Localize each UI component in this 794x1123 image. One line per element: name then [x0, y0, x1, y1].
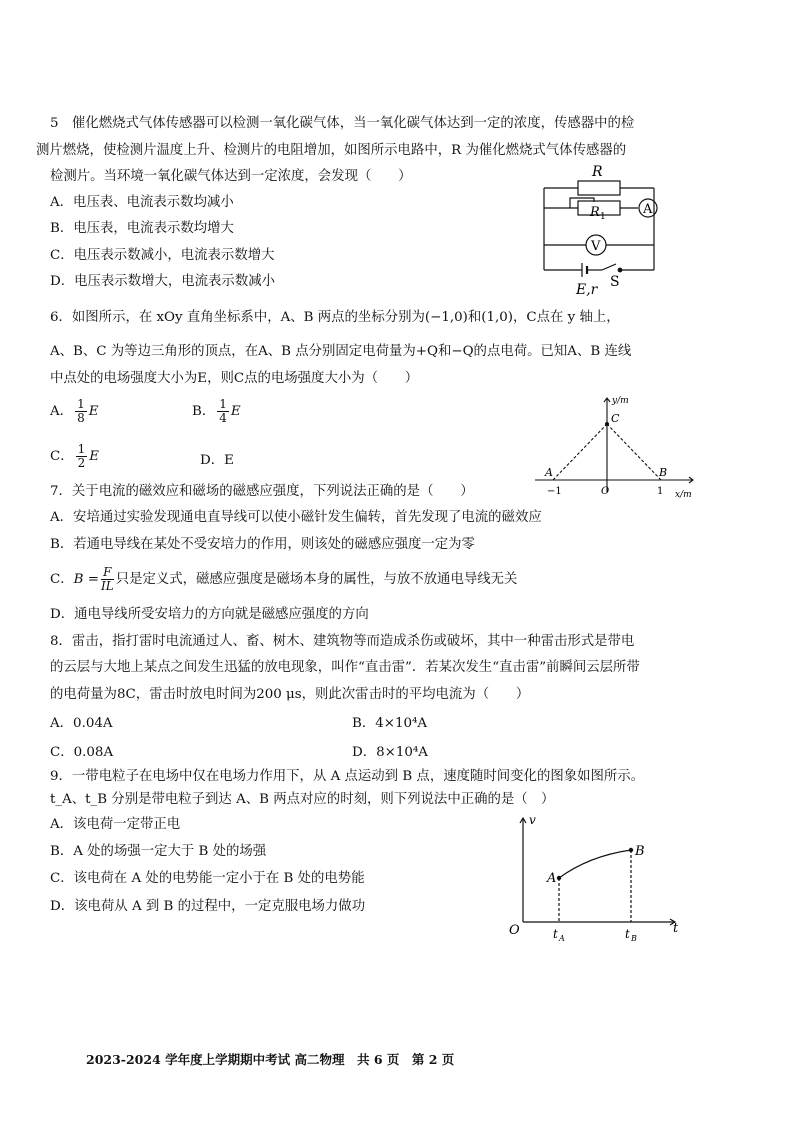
q7-option-c: C．B = $\frac{F}{IL}$ 只是定义式，磁感应强度是磁场本身的属性，与放不放通电导线无关	[50, 565, 518, 593]
q8-line-2: 的云层与大地上某点之间发生迅猛的放电现象，叫作“直击雷”．若某次发生“直击雷”前瞬间云层所带	[50, 660, 640, 675]
q6-tick-origin: O	[601, 486, 610, 497]
q5-line-2: 测片燃烧，使检测片温度上升、检测片的电阻增加，如图所示电路中，R 为催化燃烧式气体传感器的	[36, 143, 627, 158]
q5-option-a: A．电压表、电流表示数均减小	[50, 195, 234, 210]
q7-option-a: A．安培通过实验发现通电直导线可以使小磁针发生偏转，首先发现了电流的磁效应	[50, 510, 542, 525]
q6-tick-neg1: −1	[547, 486, 562, 497]
q5-switch-label: S	[610, 274, 620, 290]
q9-option-b: B．A 处的场强一定大于 B 处的场强	[50, 844, 267, 859]
q9-tick-ta-sub: A	[559, 934, 565, 943]
q5-option-c: C．电压表示数减小，电流表示数增大	[50, 248, 275, 263]
q6-point-c: C	[611, 412, 620, 425]
q6-y-axis-label: y/m	[612, 396, 629, 406]
q5-line-1: 5 催化燃烧式气体传感器可以检测一氧化碳气体，当一氧化碳气体达到一定的浓度，传感器中的检	[50, 116, 635, 131]
q6-point-a: A	[545, 466, 553, 479]
q5-line-3: 检测片。当环境一氧化碳气体达到一定浓度，会发现（ ）	[50, 169, 412, 184]
q9-point-a: A	[547, 871, 557, 886]
q5-label-r: R	[592, 164, 603, 180]
q9-option-c: C．该电荷在 A 处的电势能一定小于在 B 处的电势能	[50, 871, 365, 886]
q9-tick-tb-sub: B	[631, 934, 637, 943]
q9-origin-label: O	[509, 923, 520, 938]
q9-axis-t-label: t	[673, 921, 679, 936]
page-footer: 2023-2024 学年度上学期期中考试 高二物理 共 6 页 第 2 页	[86, 1052, 455, 1067]
q5-label-r1-sub: 1	[600, 212, 606, 222]
q8-option-a: A．0.04A	[50, 716, 113, 731]
q6-option-c: C． $\frac{1}{2}$ E	[50, 442, 100, 470]
q6-option-d: D．E	[200, 453, 234, 468]
q9-axis-v-label: v	[529, 813, 536, 827]
q6-x-axis-label: x/m	[675, 490, 692, 500]
q5-option-d: D．电压表示数增大，电流表示数减小	[50, 274, 275, 289]
q6-coordinate-diagram	[525, 392, 705, 502]
q6-option-a: A． $\frac{1}{8}$ E	[50, 397, 99, 425]
q9-point-b: B	[635, 844, 645, 859]
q6-tick-1: 1	[657, 486, 664, 497]
q9-option-d: D．该电荷从 A 到 B 的过程中，一定克服电场力做功	[50, 899, 366, 914]
q5-ammeter-label: A	[643, 202, 653, 217]
q6-line-3: 中点处的电场强度大小为E，则C点的电场强度大小为（ ）	[50, 371, 419, 386]
q8-option-d: D．8×10⁴A	[352, 745, 428, 760]
q8-option-c: C．0.08A	[50, 745, 114, 760]
q9-tick-ta: t	[553, 927, 558, 941]
q9-line-1: 9．一带电粒子在电场中仅在电场力作用下，从 A 点运动到 B 点，速度随时间变化的图象如图所示。	[50, 769, 645, 784]
q5-circuit-diagram	[530, 160, 670, 300]
q9-line-2: t_A、t_B 分别是带电粒子到达 A、B 两点对应的时刻，则下列说法中正确的是（ ）	[50, 792, 555, 807]
q8-line-3: 的电荷量为8C，雷击时放电时间为200 μs，则此次雷击时的平均电流为（ ）	[50, 687, 530, 702]
q7-line-1: 7．关于电流的磁效应和磁场的磁感应强度，下列说法正确的是（ ）	[50, 484, 474, 499]
q5-battery-label: E,r	[576, 282, 598, 298]
q6-line-1: 6．如图所示，在 xOy 直角坐标系中，A、B 两点的坐标分别为(−1,0)和(1,0)，C点在 y 轴上，	[50, 310, 620, 325]
q6-point-b: B	[659, 466, 668, 479]
q6-option-b: B． $\frac{1}{4}$ E	[192, 397, 241, 425]
q5-voltmeter-label: V	[591, 239, 601, 254]
q5-option-b: B．电压表，电流表示数均增大	[50, 221, 234, 236]
q8-line-1: 8．雷击，指打雷时电流通过人、畜、树木、建筑物等而造成杀伤或破坏，其中一种雷击形式是带电	[50, 634, 635, 649]
q7-option-d: D．通电导线所受安培力的方向就是磁感应强度的方向	[50, 607, 369, 622]
q6-line-2: A、B、C 为等边三角形的顶点，在A、B 点分别固定电荷量为+Q和−Q的点电荷。已知A、B 连线	[50, 344, 632, 359]
q7-option-b: B．若通电导线在某处不受安培力的作用，则该处的磁感应强度一定为零	[50, 537, 475, 552]
q5-label-r1: R	[590, 205, 600, 220]
q8-option-b: B．4×10⁴A	[352, 716, 428, 731]
q9-velocity-time-graph	[505, 812, 690, 947]
q9-tick-tb: t	[625, 927, 630, 941]
q9-option-a: A．该电荷一定带正电	[50, 817, 181, 832]
